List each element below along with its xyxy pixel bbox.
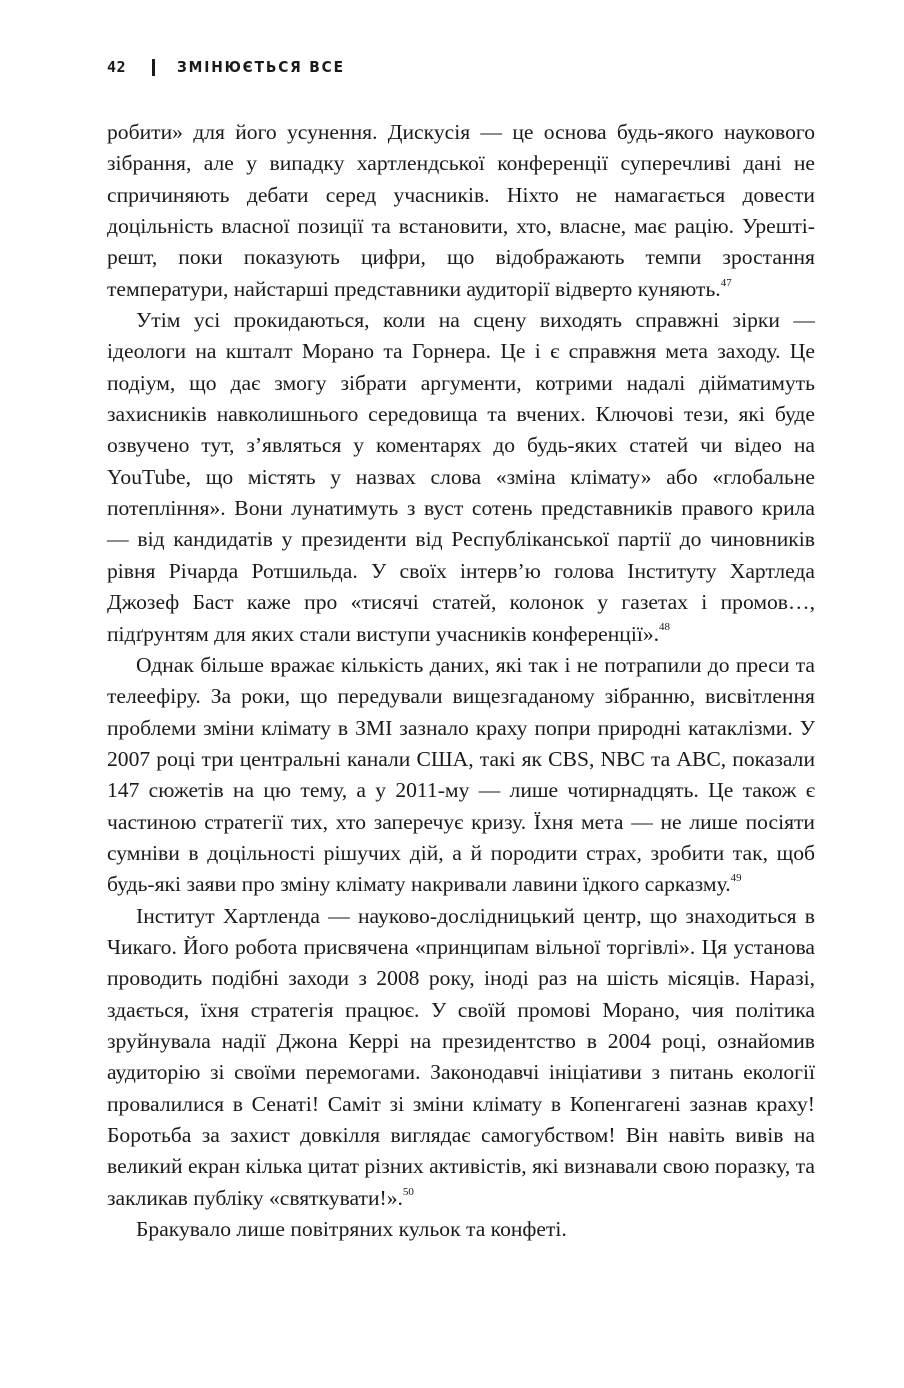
paragraph-text: Однак більше вражає кількість даних, які так і не потрапили до преси та телеефіру. За роки, що передували вищезгаданому зібранню, висвітлення проблеми зміни клімату в ЗМІ зазнало краху попри природні катаклізми. У 2007 році три центральні канали США, такі як CBS, NBC та ABC, показали 147 сюжетів на цю тему, а у 2011-му — лише чотирнадцять. Це також є частиною стратегії тих, хто заперечує кризу. Їхня мета — не лише посіяти сумніви в доцільності рішучих дій, а й породити страх, зробити так, щоб будь-які заяви про зміну клімату накривали лавини їдкого сарказму. bbox=[107, 652, 815, 897]
paragraph-text: Утім усі прокидаються, коли на сцену виходять справжні зірки — ідеологи на кшталт Морано та Горнера. Це і є справжня мета заходу. Це подіум, що дає змогу зібрати аргументи, котрими надалі дійматимуть захисників навколишнього середовища та вчених. Ключові тези, які буде озвучено тут, з’являться у коментарях до будь-яких статей чи відео на YouTube, що містять у назвах слова «зміна клімату» або «глобальне потепління». Вони лунатимуть з вуст сотень представників правого крила — від кандидатів у президенти від Республіканської партії до чиновників рівня Річарда Ротшильда. У своїх інтерв’ю голова Інституту Хартледа Джозеф Баст каже про «тисячі статей, колонок у газетах і промов…, підґрунтям для яких стали виступи учасників конференції». bbox=[107, 308, 815, 646]
footnote-ref: 49 bbox=[730, 872, 742, 885]
footnote-ref: 47 bbox=[720, 276, 732, 289]
paragraph-1 bbox=[107, 117, 815, 305]
paragraph-4 bbox=[107, 901, 815, 1214]
paragraph-text: Інститут Хартленда — науково-дослідницький центр, що знаходиться в Чикаго. Його робота присвячена «принципам вільної торгівлі». Ця установа проводить подібні заходи з 2008 року, іноді раз на шість місяців. Наразі, здається, їхня стратегія працює. У своїй промові Морано, чия політика зруйнувала надії Джона Керрі на президентство в 2004 році, ознайомив аудиторію зі своїми перемогами. Законодавчі ініціативи з питань екології провалилися в Сенаті! Саміт зі зміни клімату в Копенгагені зазнав краху! Боротьба за захист довкілля виглядає самогубством! Він навіть вивів на великий екран кілька цитат різних активістів, які визнавали свою поразку, та закликав публіку «святкувати!». bbox=[107, 903, 815, 1210]
paragraph-2 bbox=[107, 305, 815, 650]
paragraph-3 bbox=[107, 650, 815, 901]
paragraph-text: Бракувало лише повітряних кульок та конфеті. bbox=[136, 1217, 567, 1242]
running-header bbox=[107, 58, 360, 76]
book-title: ЗМІНЮЄТЬСЯ ВСЕ bbox=[177, 58, 345, 76]
header-separator bbox=[152, 59, 155, 76]
body-text bbox=[107, 117, 815, 1245]
footnote-ref: 50 bbox=[402, 1185, 414, 1198]
page-number: 42 bbox=[107, 58, 127, 76]
paragraph-5 bbox=[107, 1214, 815, 1245]
paragraph-text: робити» для його усунення. Дискусія — це основа будь-якого наукового зібрання, але у випадку хартлендської конференції суперечливі дані не спричиняють дебати серед учасників. Ніхто не намагається довести доцільність власної позиції та встановити, хто, власне, має рацію. Урешті-решт, поки показують цифри, що відображають темпи зростання температури, найстарші представники аудиторії відверто куняють. bbox=[107, 120, 815, 301]
footnote-ref: 48 bbox=[659, 621, 671, 634]
